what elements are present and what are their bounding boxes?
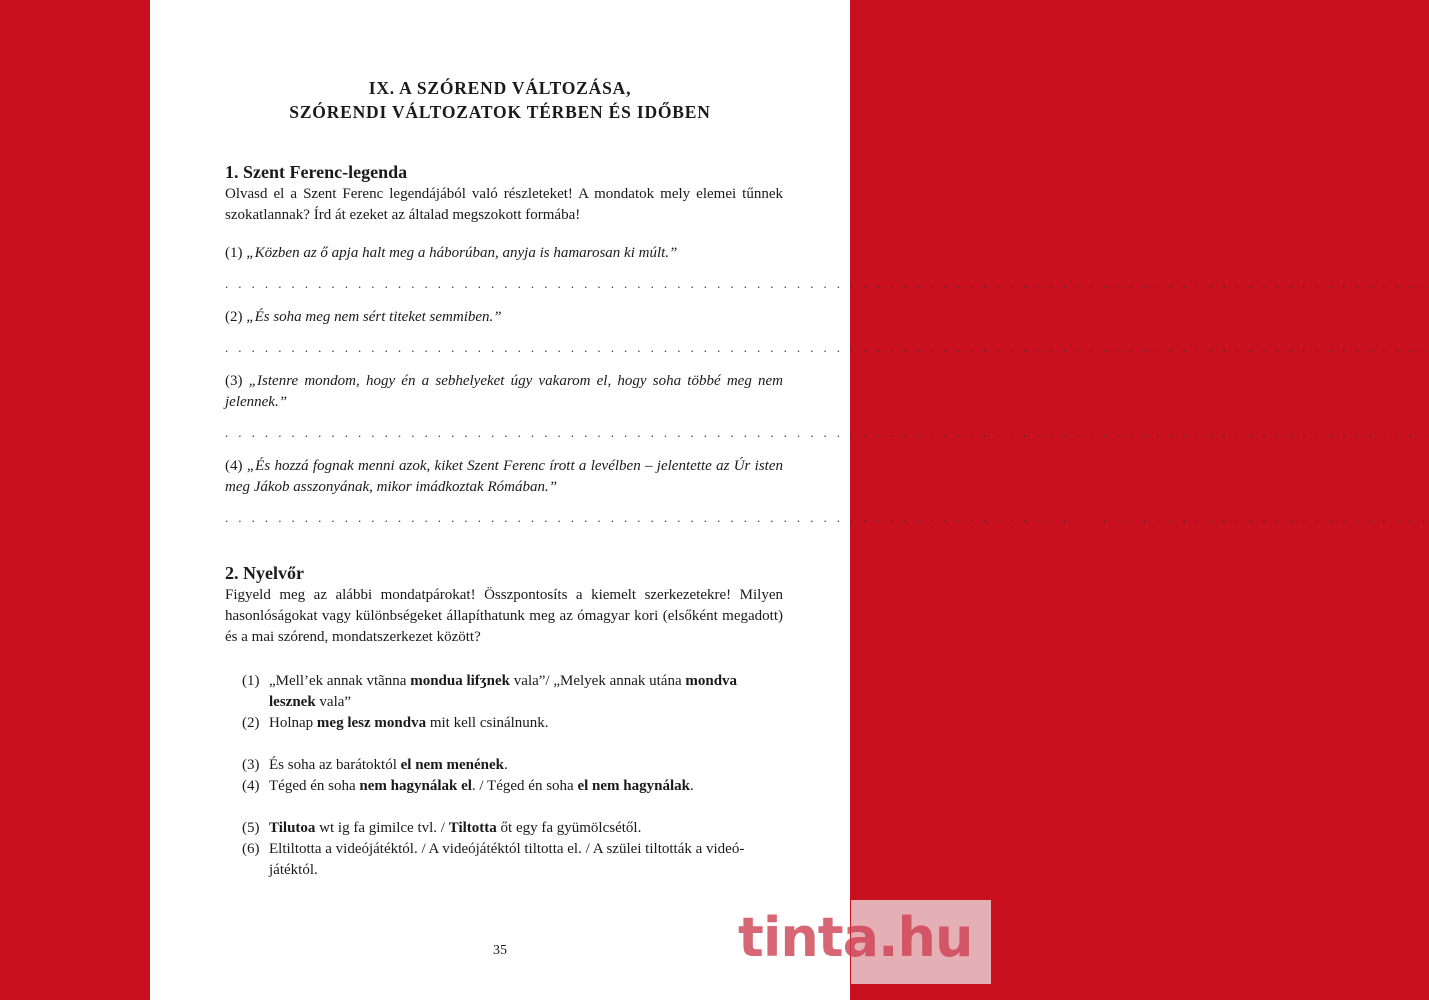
pair-text: vala” <box>315 694 352 710</box>
chapter-title-line-2: SZÓRENDI VÁLTOZATOK TÉRBEN ÉS IDŐBEN <box>289 102 711 122</box>
section-1-heading: 1. Szent Ferenc-legenda <box>225 162 408 182</box>
question-quote: „Istenre mondom, hogy én a sebhelyeket úgy vakarom el, hogy soha többé meg nem jelennek.” <box>225 373 784 410</box>
pair-text: őt egy fa gyümölcsétől. <box>496 820 642 836</box>
pair-number: (3) <box>242 757 260 773</box>
sentence-pair-5 <box>242 818 783 839</box>
page-content <box>225 160 1429 881</box>
sentence-pair-list <box>225 671 783 881</box>
pair-text: „Mell’ek annak vtãnna <box>269 673 411 689</box>
pair-number: (6) <box>242 841 260 857</box>
pair-number: (2) <box>242 715 260 731</box>
sentence-pair-3 <box>242 755 783 776</box>
chapter-title <box>150 76 850 124</box>
section-nyelvor <box>225 561 783 881</box>
question-list <box>225 243 1429 525</box>
question-1 <box>225 243 783 264</box>
chapter-title-line-1: IX. A SZÓREND VÁLTOZÁSA, <box>368 78 632 98</box>
page-number: 35 <box>493 943 507 958</box>
answer-line[interactable]: . . . . . . . . . . . . . . . . . . . . . . . . . . . . . . . . . . . . . . . . . . . . . . . . . . . . . . . . . . . . . . . . . . . . . . . . . . . . . . . . . . . . . . . . . . . <box>225 340 1429 355</box>
question-number: (3) <box>225 373 243 389</box>
pair-text: . <box>503 757 508 773</box>
section-2-heading: 2. Nyelvőr <box>225 563 304 583</box>
highlighted-structure: mondva lesznek <box>269 673 738 710</box>
pair-number: (4) <box>242 778 260 794</box>
section-szent-ferenc <box>225 160 1429 525</box>
section-2-intro: Figyeld meg az alábbi mondatpárokat! Összpontosíts a kiemelt szerkezetekre! Milyen hasonlóságokat vagy különbségeket állapíthatunk meg az ómagyar kori (elsőként megadott) és a mai szórend, mondatszerkezet között? <box>225 587 783 645</box>
pair-text: . / Téged én soha <box>471 778 578 794</box>
pair-text: Eltiltotta a videójátéktól. / A videójátéktól tiltotta el. / A szülei tiltották a videó-játéktól. <box>269 841 745 878</box>
highlighted-structure: nem hagynálak el <box>359 778 472 794</box>
answer-line[interactable]: . . . . . . . . . . . . . . . . . . . . . . . . . . . . . . . . . . . . . . . . . . . . . . . . . . . . . . . . . . . . . . . . . . . . . . . . . . . . . . . . . . . . . . . . . . . <box>225 510 1429 525</box>
highlighted-structure: el nem menének <box>400 757 504 773</box>
highlighted-structure: mondua lifʒnek <box>410 673 511 689</box>
pair-text: . <box>689 778 694 794</box>
tinta-watermark <box>738 900 991 984</box>
question-number: (1) <box>225 245 243 261</box>
question-4 <box>225 456 783 498</box>
question-quote: „És hozzá fognak menni azok, kiket Szent Ferenc írott a levélben – jelentette az Úr isten meg Jákob asszonyának, mikor imádkoztak Rómában.” <box>225 458 784 495</box>
answer-line[interactable]: . . . . . . . . . . . . . . . . . . . . . . . . . . . . . . . . . . . . . . . . . . . . . . . . . . . . . . . . . . . . . . . . . . . . . . . . . . . . . . . . . . . . . . . . . . . <box>225 276 1429 291</box>
sentence-pair-2 <box>242 713 783 734</box>
pair-text: mit kell csinálnunk. <box>426 715 549 731</box>
pair-number: (1) <box>242 673 260 689</box>
question-quote: „És soha meg nem sért titeket semmiben.” <box>246 309 502 325</box>
highlighted-structure: Tiltotta <box>448 820 497 836</box>
sentence-pair-6 <box>242 839 783 881</box>
section-1-intro: Olvasd el a Szent Ferenc legendájából való részleteket! A mondatok mely elemei tűnnek szokatlannak? Írd át ezeket az általad megszokott formába! <box>225 186 783 223</box>
question-quote: „Közben az ő apja halt meg a háborúban, anyja is hamarosan ki múlt.” <box>246 245 678 261</box>
highlighted-structure: Tilutoa <box>269 820 316 836</box>
question-2 <box>225 307 783 328</box>
question-number: (4) <box>225 458 243 474</box>
pair-text: Holnap <box>269 715 317 731</box>
pair-text: vala”/ „Melyek annak utána <box>510 673 686 689</box>
sentence-pair-1 <box>242 671 783 713</box>
answer-line[interactable]: . . . . . . . . . . . . . . . . . . . . . . . . . . . . . . . . . . . . . . . . . . . . . . . . . . . . . . . . . . . . . . . . . . . . . . . . . . . . . . . . . . . . . . . . . . . <box>225 425 1429 440</box>
sentence-pair-4 <box>242 776 783 797</box>
watermark-text: tinta.hu <box>738 906 973 969</box>
question-number: (2) <box>225 309 243 325</box>
pair-text: És soha az barátoktól <box>269 757 401 773</box>
pair-number: (5) <box>242 820 260 836</box>
question-3 <box>225 371 783 413</box>
pair-text: wt ig fa gimilce tvl. / <box>315 820 449 836</box>
highlighted-structure: el nem hagynálak <box>577 778 690 794</box>
pair-text: Téged én soha <box>269 778 360 794</box>
highlighted-structure: meg lesz mondva <box>316 715 427 731</box>
